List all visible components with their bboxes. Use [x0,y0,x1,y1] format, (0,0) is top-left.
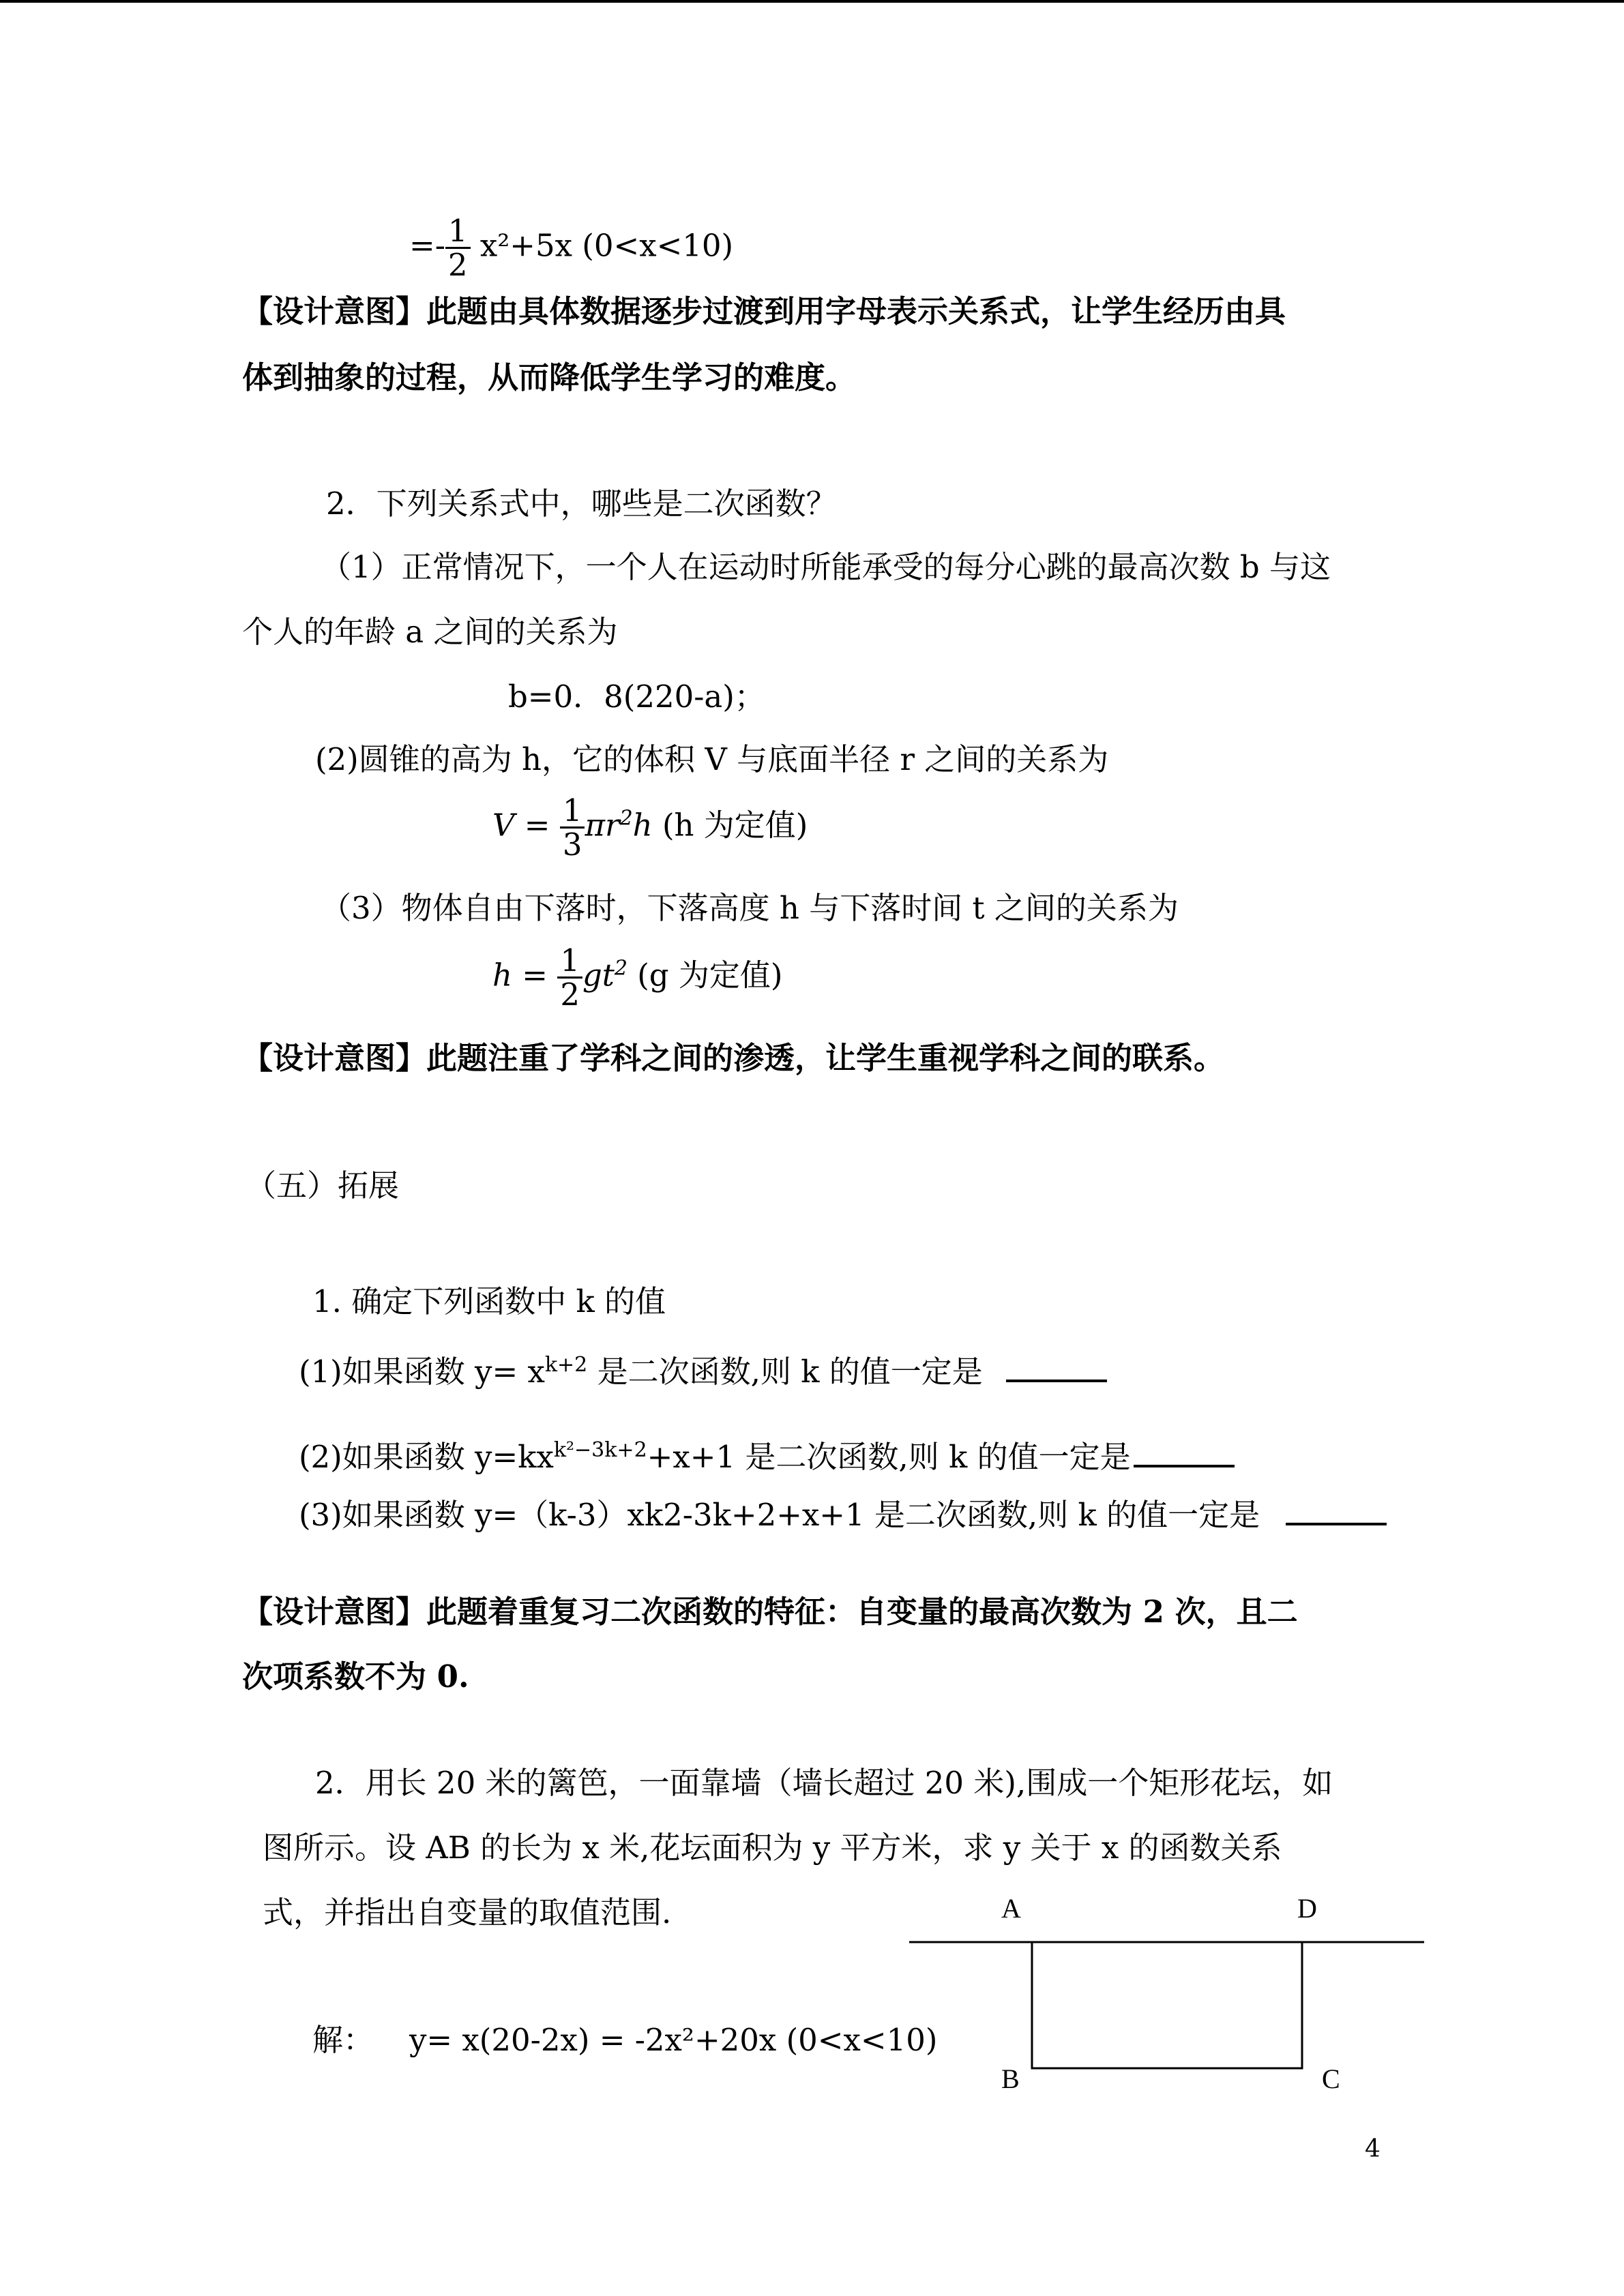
question-3-line2: 图所示。设 AB 的长为 x 米,花坛面积为 y 平方米，求 y 关于 x 的函数关系 [263,1830,1282,1866]
page-number: 4 [1365,2135,1381,2163]
volume-exponent: 2 [619,806,633,831]
q1a-exponent: k+2 [544,1353,588,1377]
fraction-denominator: 3 [562,826,582,863]
fence-rectangle [1032,1942,1302,2068]
q1c-text: (3)如果函数 y=（k-3）xk2-3k+2+x+1 是二次函数,则 k 的值一定是 [299,1497,1260,1533]
fall-rhs: gt [582,957,615,994]
fraction-numerator: 1 [560,794,585,829]
q1a-prefix: (1)如果函数 y= x [299,1354,545,1390]
design-intent-1-line2: 体到抽象的过程，从而降低学生学习的难度。 [242,359,857,396]
section-5-heading: （五）拓展 [246,1167,400,1204]
fall-note: (g 为定值) [637,957,783,994]
question-2-title: 2．下列关系式中，哪些是二次函数？ [326,486,837,522]
label-c: C [1322,2063,1340,2094]
volume-lhs: V = [492,807,550,844]
q1b-exponent: k²−3k+2 [553,1438,647,1462]
fraction-denominator: 2 [560,976,580,1013]
label-d: D [1297,1893,1317,1924]
label-b: B [1001,2063,1020,2094]
question-3-line1: 2．用长 20 米的篱笆，一面靠墙（墙长超过 20 米),围成一个矩形花坛，如 [315,1765,1333,1801]
q1b-suffix: +x+1 是二次函数,则 k 的值一定是 [647,1439,1131,1475]
fraction-denominator: 2 [447,247,468,284]
q1b-prefix: (2)如果函数 y=kx [299,1439,554,1475]
section-5-q1-title: 1. 确定下列函数中 k 的值 [312,1283,666,1320]
fall-lhs: h = [492,957,548,994]
label-a: A [1001,1893,1021,1924]
solution-text: y= x(20-2x) = -2x²+20x (0<x<10) [409,2022,938,2058]
formula-rest: x²+5x (0<x<10) [479,227,734,264]
solution-label: 解： [312,2022,374,2058]
design-intent-2: 【设计意图】此题注重了学科之间的渗透，让学生重视学科之间的联系。 [242,1040,1225,1076]
question-2-item1-line1: （1）正常情况下，一个人在运动时所能承受的每分心跳的最高次数 b 与这 [321,549,1331,585]
fraction-numerator: 1 [445,215,471,249]
design-intent-3-line2: 次项系数不为 0. [242,1658,469,1695]
volume-height: h [632,807,653,844]
q1a-suffix: 是二次函数,则 k 的值一定是 [587,1354,983,1390]
fall-exponent: 2 [614,956,628,981]
volume-rhs: πr [585,807,620,844]
question-2-item1-formula: b=0．8(220-a)； [508,679,765,715]
question-2-item2-text: (2)圆锥的高为 h，它的体积 V 与底面半径 r 之间的关系为 [315,741,1109,777]
volume-note: (h 为定值) [662,807,808,844]
design-intent-3-line1: 【设计意图】此题着重复习二次函数的特征：自变量的最高次数为 2 次，且二 [242,1594,1298,1630]
fraction-numerator: 1 [557,944,582,979]
design-intent-1-line1: 【设计意图】此题由具体数据逐步过渡到用字母表示关系式，让学生经历由具 [242,293,1286,329]
formula-prefix: =- [409,227,445,264]
question-3-line3: 式，并指出自变量的取值范围. [263,1894,672,1930]
question-2-item3-text: （3）物体自由下落时，下落高度 h 与下落时间 t 之间的关系为 [321,890,1179,926]
question-2-item1-line2: 个人的年龄 a 之间的关系为 [242,614,618,650]
